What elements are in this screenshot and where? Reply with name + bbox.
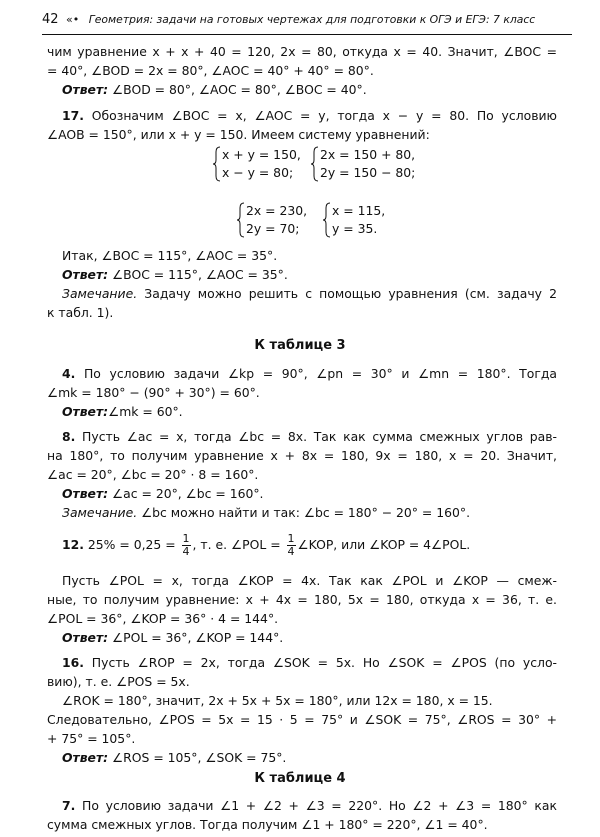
fraction-denominator: 4 [287, 545, 295, 558]
answer-line [62, 629, 557, 647]
header-rule [42, 34, 572, 35]
text-line: = 40°, ∠BOD = 2x = 80°, ∠AOC = 40° + 40° = 80°. [47, 63, 374, 78]
remark-label: Замечание. [62, 505, 138, 520]
problem-number: 4. [62, 366, 76, 381]
problem-16-line [62, 654, 557, 672]
text-line: сумма смежных углов. Тогда получим ∠1 + 180° = 220°, ∠1 = 40°. [47, 817, 488, 832]
text-line: Итак, ∠BOC = 115°, ∠AOC = 35°. [62, 248, 278, 263]
text-line: + 75° = 105°. [47, 731, 136, 746]
text-line: Следовательно, ∠POS = 5x = 15 · 5 = 75° и ∠SOK = 75°, ∠ROS = 30° + [47, 712, 557, 727]
text-span: Пусть ∠ROP = 2x, тогда ∠SOK = 5x. Но ∠SOK = ∠POS (по усло- [83, 655, 557, 670]
remark-line [62, 504, 557, 522]
brace-icon [212, 146, 222, 182]
text-line: Пусть ∠POL = x, тогда ∠KOP = 4x. Так как ∠POL и ∠KOP — смеж- [62, 573, 557, 588]
text-line: чим уравнение x + x + 40 = 120, 2x = 80, откуда x = 40. Значит, ∠BOC = [47, 44, 557, 59]
answer-label: Ответ: [62, 82, 109, 97]
text-span: Обозначим ∠BOC = x, ∠AOC = y, тогда x − y = 80. По условию [83, 108, 557, 123]
text-line: ∠ac = 20°, ∠bc = 20° · 8 = 160°. [47, 467, 259, 482]
header-marker: «• [66, 13, 80, 26]
text-line: ные, то получим уравнение: x + 4x = 180, 5x = 180, откуда x = 36, т. е. [47, 592, 557, 607]
answer-text: ∠ac = 20°, ∠bc = 160°. [108, 486, 264, 501]
answer-line [62, 403, 557, 421]
answer-label: Ответ: [62, 630, 109, 645]
fraction-numerator: 1 [287, 532, 295, 545]
answer-line [62, 81, 557, 99]
fraction-numerator: 1 [182, 532, 190, 545]
problem-number: 8. [62, 429, 76, 444]
equation: 2x = 150 + 80, [320, 147, 416, 162]
equation: 2x = 230, [246, 203, 308, 218]
answer-line [62, 266, 557, 284]
problem-number: 17. [62, 108, 84, 123]
text-line: ∠mk = 180° − (90° + 30°) = 60°. [47, 385, 260, 400]
problem-4-line [62, 365, 557, 383]
text-line: на 180°, то получим уравнение x + 8x = 180, 9x = 180, x = 20. Значит, [47, 448, 557, 463]
answer-line [62, 749, 557, 767]
remark-label: Замечание. [62, 286, 138, 301]
answer-line [62, 485, 557, 503]
answer-label: Ответ: [62, 267, 109, 282]
problem-12-line [62, 530, 557, 560]
text-line: к табл. 1). [47, 305, 114, 320]
answer-text: ∠BOC = 115°, ∠AOC = 35°. [108, 267, 288, 282]
brace-icon [322, 202, 332, 238]
problem-17-line [62, 107, 557, 125]
equation: x − y = 80; [222, 165, 294, 180]
equation: x + y = 150, [222, 147, 301, 162]
fraction-denominator: 4 [182, 545, 190, 558]
answer-text: ∠POL = 36°, ∠KOP = 144°. [108, 630, 284, 645]
problem-number: 7. [62, 798, 76, 813]
fraction [182, 533, 191, 558]
text-span: По условию задачи ∠kp = 90°, ∠pn = 30° и ∠mn = 180°. Тогда [75, 366, 557, 381]
section-heading: К таблице 3 [254, 338, 346, 353]
book-title: Геометрия: задачи на готовых чертежах для подготовки к ОГЭ и ЕГЭ: 7 класс [88, 13, 536, 26]
remark-line [62, 285, 557, 303]
answer-text: ∠ROS = 105°, ∠SOK = 75°. [108, 750, 287, 765]
text-span: ∠KOP, или ∠KOP = 4∠POL. [297, 537, 471, 552]
problem-number: 12. [62, 537, 84, 552]
equation: 2y = 70; [246, 221, 300, 236]
equation: y = 35. [332, 221, 378, 236]
problem-number: 16. [62, 655, 84, 670]
text-line: ∠AOB = 150°, или x + y = 150. Имеем систему уравнений: [47, 127, 430, 142]
answer-text: ∠BOD = 80°, ∠AOC = 80°, ∠BOC = 40°. [108, 82, 367, 97]
text-span: , т. е. ∠POL = [192, 537, 285, 552]
section-heading: К таблице 4 [254, 771, 346, 786]
equation: x = 115, [332, 203, 386, 218]
problem-8-line [62, 428, 557, 446]
fraction [287, 533, 296, 558]
text-span: Пусть ∠ac = x, тогда ∠bc = 8x. Так как сумма смежных углов рав- [75, 429, 557, 444]
equation: 2y = 150 − 80; [320, 165, 416, 180]
page-number: 42 [42, 12, 59, 27]
text-span: 25% = 0,25 = [83, 537, 180, 552]
problem-7-line [62, 797, 557, 815]
answer-label: Ответ: [62, 404, 109, 419]
text-line: вию), т. е. ∠POS = 5x. [47, 674, 190, 689]
answer-label: Ответ: [62, 750, 109, 765]
brace-icon [236, 202, 246, 238]
remark-text: Задачу можно решить с помощью уравнения (см. задачу 2 [137, 286, 557, 301]
text-line: ∠POL = 36°, ∠KOP = 36° · 4 = 144°. [47, 611, 279, 626]
answer-text: ∠mk = 60°. [108, 404, 183, 419]
text-line: ∠ROK = 180°, значит, 2x + 5x + 5x = 180°, или 12x = 180, x = 15. [62, 693, 493, 708]
answer-label: Ответ: [62, 486, 109, 501]
brace-icon [310, 146, 320, 182]
remark-text: ∠bc можно найти и так: ∠bc = 180° − 20° = 160°. [137, 505, 471, 520]
running-header [42, 12, 572, 34]
text-span: По условию задачи ∠1 + ∠2 + ∠3 = 220°. Но ∠2 + ∠3 = 180° как [75, 798, 557, 813]
